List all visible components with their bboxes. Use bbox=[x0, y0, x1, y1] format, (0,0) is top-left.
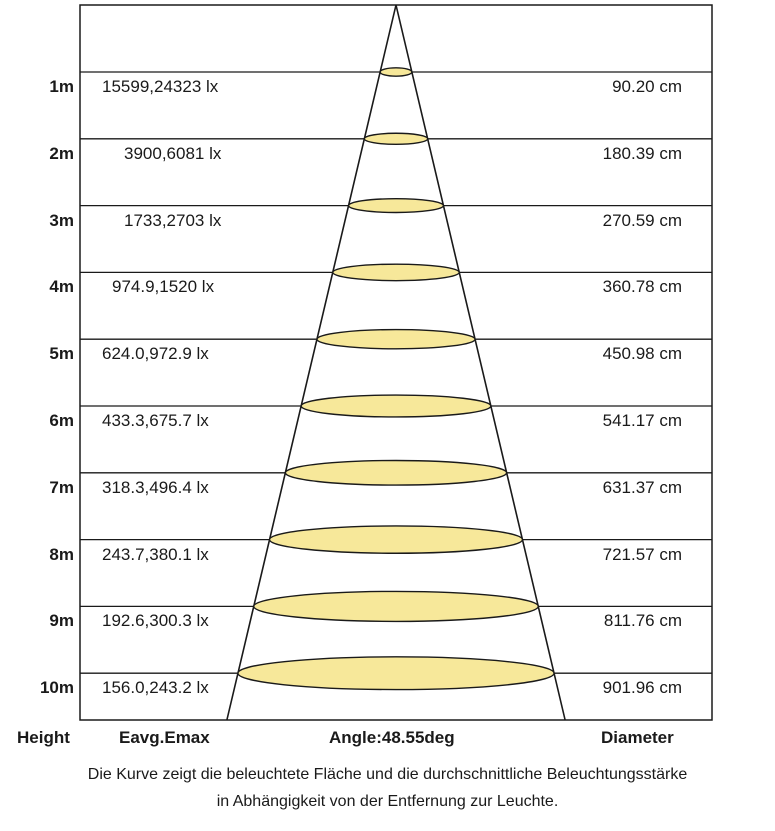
caption-line-2: in Abhängigkeit von der Entfernung zur Leuchte. bbox=[216, 793, 559, 810]
lux-column-header: Eavg.Emax bbox=[119, 728, 210, 747]
illuminated-area-5m bbox=[317, 330, 475, 349]
diameter-value: 180.39 cm bbox=[602, 143, 682, 163]
illuminance-value: 974.9,1520 lx bbox=[112, 277, 215, 297]
height-label: 4m bbox=[49, 277, 74, 297]
illuminance-value: 1733,2703 lx bbox=[124, 210, 222, 230]
angle-label: Angle:48.55deg bbox=[329, 728, 455, 747]
illuminance-value: 156.0,243.2 lx bbox=[102, 678, 209, 698]
height-label: 9m bbox=[49, 611, 74, 631]
diameter-value: 811.76 cm bbox=[603, 611, 682, 631]
diameter-value: 541.17 cm bbox=[602, 411, 682, 430]
height-column-header: Height bbox=[17, 728, 70, 747]
illuminated-area-1m bbox=[380, 68, 412, 76]
height-label: 3m bbox=[49, 210, 74, 230]
diameter-value: 631.37 cm bbox=[602, 477, 682, 497]
height-label: 5m bbox=[49, 344, 74, 364]
illuminated-area-3m bbox=[349, 199, 444, 213]
illuminance-value: 3900,6081 lx bbox=[124, 143, 222, 163]
illuminated-area-6m bbox=[301, 395, 491, 417]
diameter-value: 270.59 cm bbox=[602, 210, 682, 230]
illuminance-value: 15599,24323 lx bbox=[102, 77, 219, 96]
diameter-value: 90.20 cm bbox=[612, 77, 682, 96]
illuminance-value: 192.6,300.3 lx bbox=[102, 611, 209, 631]
illuminance-value: 433.3,675.7 lx bbox=[102, 411, 209, 430]
diameter-value: 450.98 cm bbox=[602, 344, 682, 364]
diameter-value: 721.57 cm bbox=[602, 544, 682, 564]
height-label: 1m bbox=[49, 77, 74, 96]
height-label: 7m bbox=[49, 477, 74, 497]
height-label: 10m bbox=[39, 678, 74, 698]
diameter-column-header: Diameter bbox=[601, 728, 674, 747]
caption-line-1: Die Kurve zeigt die beleuchtete Fläche und die durchschnittliche Beleuchtungsstärke bbox=[87, 766, 688, 783]
illuminated-area-2m bbox=[364, 133, 427, 144]
illuminated-area-8m bbox=[270, 526, 523, 553]
illuminated-area-9m bbox=[254, 591, 538, 621]
illuminance-value: 624.0,972.9 lx bbox=[102, 344, 209, 364]
height-label: 8m bbox=[49, 544, 74, 564]
illuminance-value: 318.3,496.4 lx bbox=[102, 477, 209, 497]
illuminated-area-10m bbox=[238, 657, 554, 690]
diameter-value: 360.78 cm bbox=[602, 277, 682, 297]
illuminance-value: 243.7,380.1 lx bbox=[102, 544, 209, 564]
height-label: 6m bbox=[49, 411, 74, 430]
height-label: 2m bbox=[49, 143, 74, 163]
illuminated-area-7m bbox=[285, 461, 506, 486]
diameter-value: 901.96 cm bbox=[602, 678, 682, 698]
illuminated-area-4m bbox=[333, 264, 459, 281]
